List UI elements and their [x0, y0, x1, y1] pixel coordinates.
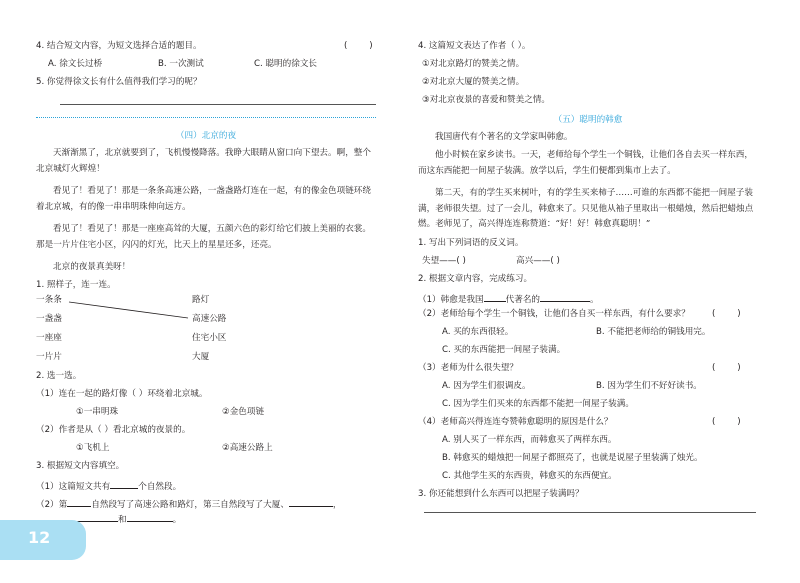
option-2[interactable]: ②高速公路上 [222, 443, 273, 453]
option-b[interactable]: B. 韩愈买的蜡烛把一间屋子都照亮了，也就是说屋子里装满了烛光。 [442, 453, 703, 463]
q2-sub2: （2）作者是从（ ）看北京城的夜景的。 [36, 425, 191, 435]
option-b[interactable]: B. 因为学生们不好好读书。 [596, 381, 702, 391]
q2-sub3: （3）老师为什么很失望？ [418, 363, 518, 373]
q2-sub4: （4）老师高兴得连连夸赞韩愈聪明的原因是什么？ [418, 417, 613, 427]
q4-prompt: 4. 结合短文内容，为短文选择合适的题目。 [36, 41, 202, 51]
passage-paragraph: 天渐渐黑了，北京就要到了，飞机慢慢降落。我睁大眼睛从窗口向下望去。啊，整个北京城灯火辉煌！ [36, 148, 371, 174]
option-c: C. 聪明的徐文长 [254, 59, 318, 69]
q2-sub2: （2）老师给每个学生一个铜钱，让他们各自买一样东西，有什么要求？ [418, 309, 690, 319]
fill-blank[interactable] [540, 292, 590, 302]
page-number-tab [0, 520, 86, 560]
fill-blank[interactable] [289, 497, 333, 507]
q1-prompt: 1. 写出下列词语的反义词。 [418, 238, 524, 248]
answer-line[interactable] [424, 512, 756, 513]
match-left-item[interactable]: 一片片 [36, 352, 62, 362]
option-a: A. 徐文长过桥 [48, 59, 103, 69]
q3-sub2-cont [72, 512, 181, 526]
q4-prompt: 4. 这篇短文表达了作者（ ）。 [418, 41, 531, 51]
passage-paragraph: 看见了！看见了！那是一座座高耸的大厦，五颜六色的彩灯给它们披上美丽的衣裳。那是一片片住宅小区，闪闪的灯光，比天上的星星还多，还亮。 [36, 224, 371, 250]
q2-sub1 [418, 292, 599, 306]
option-2[interactable]: ②对北京大厦的赞美之情。 [422, 77, 525, 87]
match-right-item[interactable]: 住宅小区 [192, 333, 227, 343]
q3-sub1 [36, 479, 181, 493]
answer-paren: ( ) [712, 363, 741, 373]
passage-paragraph: 北京的夜景真美呀！ [53, 262, 131, 272]
match-left-item[interactable]: 一座座 [36, 333, 62, 343]
passage-paragraph: 看见了！看见了！那是一条条高速公路，一盏盏路灯连在一起，有的像金色项链环绕着北京城，有的像一串串明珠伸向远方。 [36, 186, 371, 212]
fill-blank[interactable] [484, 292, 506, 302]
option-c[interactable]: C. 因为学生们买来的东西都不能把一间屋子装满。 [442, 399, 634, 409]
fill-blank[interactable] [110, 479, 138, 489]
option-c[interactable]: C. 买的东西能把一间屋子装满。 [442, 345, 566, 355]
option-1[interactable]: ①飞机上 [76, 443, 110, 453]
q3-sub1-prefix: （1）这篇短文共有 [36, 482, 111, 492]
match-right-item[interactable]: 路灯 [192, 295, 210, 305]
q2-sub1: （1）连在一起的路灯像（ ）环绕着北京城。 [36, 389, 208, 399]
antonym-pair-2[interactable]: 高兴——( ) [516, 256, 560, 266]
option-a[interactable]: A. 因为学生们很调皮。 [442, 381, 531, 391]
q3-sub2 [36, 497, 342, 511]
option-3[interactable]: ③对北京夜景的喜爱和赞美之情。 [422, 95, 551, 105]
match-right-item[interactable]: 高速公路 [192, 314, 227, 324]
q3-sub2-comma: ， [332, 500, 342, 510]
q3-prompt: 3. 你还能想到什么东西可以把屋子装满吗？ [418, 489, 584, 499]
q1-prompt: 1. 照样子，连一连。 [36, 280, 116, 290]
passage-paragraph: 第二天，有的学生买来树叶，有的学生买来柿子……可谁的东西都不能把一间屋子装满，老师很失望。过了一会儿，韩愈来了。只见他从袖子里取出一根蜡烛，然后把蜡烛点燃。老师见了，高兴得连连称赞道：“好！好！韩愈真聪明！” [418, 188, 754, 229]
section-title: （五）聪明的韩愈 [553, 115, 623, 125]
option-a[interactable]: A. 别人买了一样东西，而韩愈买了两样东西。 [442, 435, 617, 445]
q2-sub1-suffix: 。 [590, 295, 599, 305]
passage-paragraph: 他小时候在家乡读书。一天，老师给每个学生一个铜钱，让他们各自去买一样东西，而这东西能把一间屋子装满。放学以后，学生们便都到集市上去了。 [418, 150, 753, 176]
option-c[interactable]: C. 其他学生买的东西贵，韩愈买的东西便宜。 [442, 471, 617, 481]
q2-sub1-prefix: （1）韩愈是我国 [418, 295, 484, 305]
answer-paren: ( ) [712, 309, 741, 319]
q3-and: 和 [118, 515, 127, 525]
q3-sub1-suffix: 个自然段。 [138, 482, 182, 492]
q3-sub2-middle: 自然段写了高速公路和路灯，第三自然段写了大厦、 [91, 500, 289, 510]
option-2[interactable]: ②金色项链 [222, 407, 265, 417]
q2-prompt: 2. 选一选。 [36, 371, 82, 381]
q2-prompt: 2. 根据文章内容，完成练习。 [418, 274, 533, 284]
antonym-pair-1[interactable]: 失望——( ) [422, 256, 466, 266]
answer-paren: ( ) [344, 41, 373, 51]
page-number: 12 [28, 528, 51, 547]
passage-paragraph: 我国唐代有个著名的文学家叫韩愈。 [435, 132, 573, 142]
match-right-item[interactable]: 大厦 [192, 352, 210, 362]
option-b[interactable]: B. 不能把老师给的铜钱用完。 [596, 327, 711, 337]
q2-sub1-middle: 代著名的 [505, 295, 541, 305]
option-a[interactable]: A. 买的东西很轻。 [442, 327, 514, 337]
match-left-item[interactable]: 一盏盏 [36, 314, 62, 324]
fill-blank[interactable] [67, 497, 91, 507]
match-left-item[interactable]: 一条条 [36, 295, 62, 305]
section-title: （四）北京的夜 [175, 131, 237, 141]
option-1[interactable]: ①一串明珠 [76, 407, 119, 417]
q3-end: 。 [172, 515, 182, 525]
option-1[interactable]: ①对北京路灯的赞美之情。 [422, 59, 525, 69]
q5-prompt: 5. 你觉得徐文长有什么值得我们学习的呢？ [36, 77, 202, 87]
answer-paren: ( ) [712, 417, 741, 427]
fill-blank[interactable] [127, 512, 173, 522]
q3-sub2-prefix: （2）第 [36, 500, 68, 510]
example-match-line [36, 0, 376, 583]
fill-blank[interactable] [72, 512, 118, 522]
option-b: B. 一次测试 [158, 59, 204, 69]
q3-prompt: 3. 根据短文内容填空。 [36, 461, 125, 471]
